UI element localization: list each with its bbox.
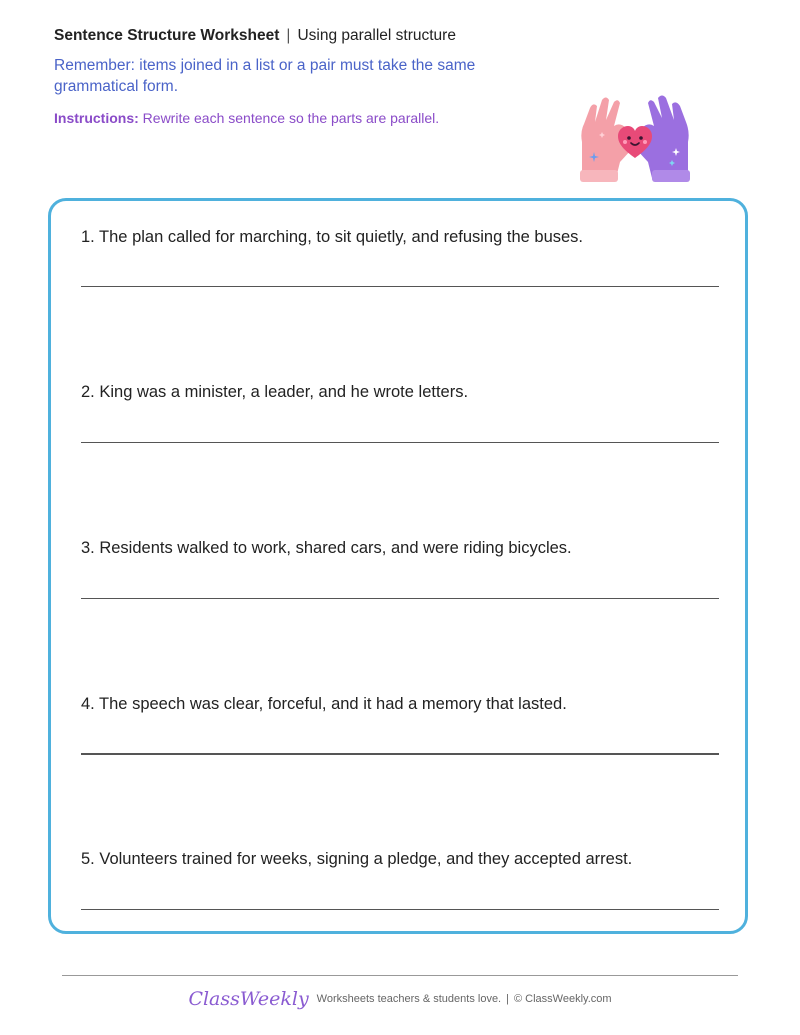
worksheet-subtitle: Using parallel structure <box>297 27 456 44</box>
questions-card <box>48 198 748 934</box>
heart-hands-icon <box>576 92 694 186</box>
title-line <box>54 27 574 45</box>
footer-copyright: © ClassWeekly.com <box>513 993 612 1005</box>
footer-tagline: Worksheets teachers & students love. <box>316 993 502 1005</box>
question-text: 4. The speech was clear, forceful, and it had a memory that lasted. <box>81 695 567 713</box>
question-text: 1. The plan called for marching, to sit quietly, and refusing the buses. <box>81 228 584 246</box>
worksheet-title: Sentence Structure Worksheet <box>54 27 280 44</box>
question-2 <box>81 383 721 402</box>
instructions-label: Instructions: <box>54 110 139 126</box>
footer <box>0 988 800 1010</box>
answer-line[interactable] <box>81 286 719 287</box>
answer-line[interactable] <box>81 753 719 755</box>
answer-line[interactable] <box>81 442 719 443</box>
question-text: 2. King was a minister, a leader, and he wrote letters. <box>81 383 469 401</box>
question-1 <box>81 228 721 247</box>
footer-separator: | <box>506 993 509 1005</box>
answer-line[interactable] <box>81 909 719 910</box>
footer-divider <box>62 975 738 976</box>
instructions <box>54 110 574 126</box>
question-4 <box>81 695 721 714</box>
question-5 <box>81 850 721 869</box>
title-separator: | <box>286 27 291 44</box>
instructions-text: Rewrite each sentence so the parts are parallel. <box>138 110 440 126</box>
answer-line[interactable] <box>81 598 719 599</box>
remember-note: Remember: items joined in a list or a pair must take the same grammatical form. <box>54 57 476 95</box>
worksheet-header <box>54 27 574 126</box>
brand-logo: ClassWeekly <box>188 988 309 1010</box>
question-text: 5. Volunteers trained for weeks, signing a pledge, and they accepted arrest. <box>81 850 633 868</box>
question-3 <box>81 539 721 558</box>
question-text: 3. Residents walked to work, shared cars, and were riding bicycles. <box>81 539 572 557</box>
